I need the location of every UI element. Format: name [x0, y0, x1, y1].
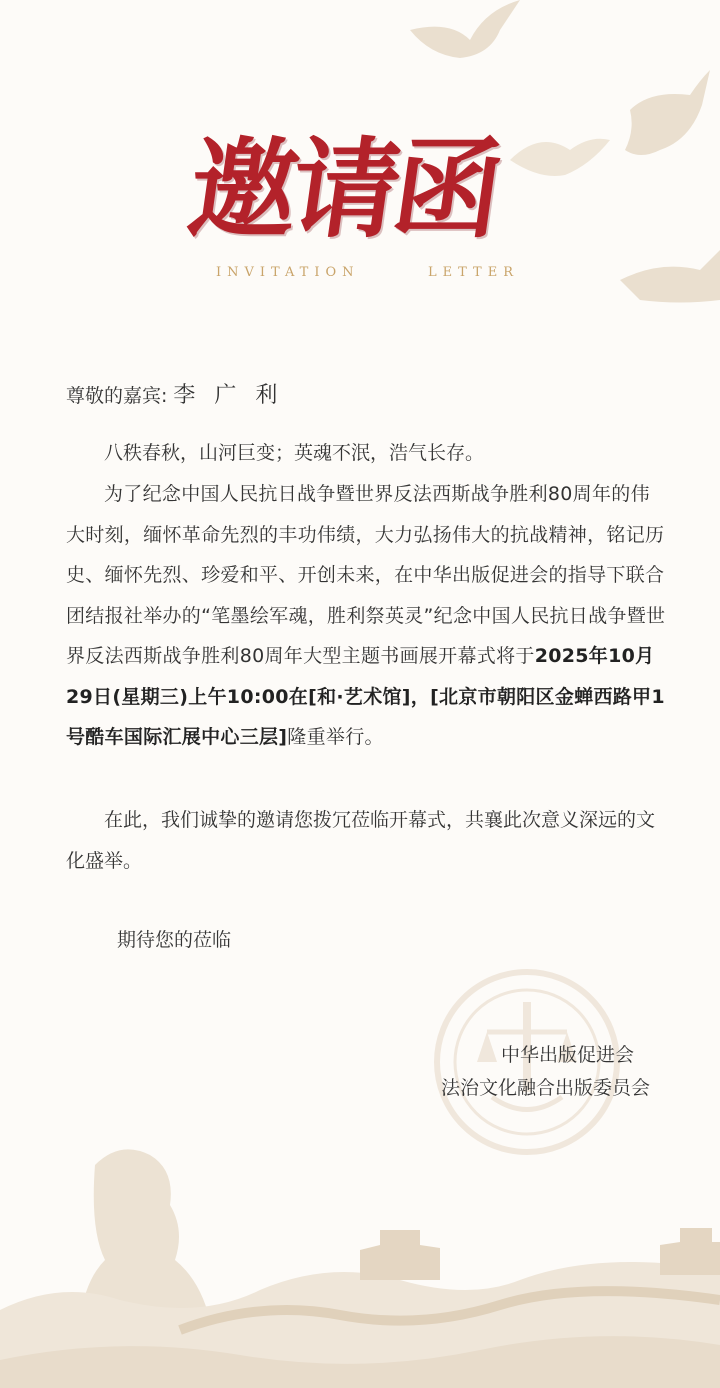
statue-icon	[80, 1149, 210, 1320]
great-wall-decoration	[0, 1130, 720, 1388]
title-english-right: LETTER	[428, 265, 519, 280]
paragraph-2-start: 为了纪念中国人民抗日战争暨世界反法西斯战争胜利80周年的伟大时刻，缅怀革命先烈的丰功伟绩，大力弘扬伟大的抗战精神，铭记历史、缅怀先烈、珍爱和平、开创未来，在中华出版促进会的指导下联合团结报社举办的“笔墨绘军魂，胜利祭英灵”纪念中国人民抗日战争暨世界反法西斯战争胜利80周年大型主题书画展开幕式将于	[66, 483, 666, 667]
title-english-left: INVITATION	[216, 265, 360, 280]
signature-line-1: 中华出版促进会	[500, 1044, 634, 1066]
guest-name: 李 广 利	[173, 383, 284, 408]
title-main: 邀请函	[181, 127, 505, 253]
paragraph-1: 八秩春秋，山河巨变；英魂不泯，浩气长存。	[104, 442, 485, 464]
event-time-venue: 2025年10月29日(星期三)上午10:00在[和·艺术馆]，[北京市朝阳区金蝉西路甲1号酷车国际汇展中心三层]	[66, 645, 665, 748]
salutation-prefix: 尊敬的嘉宾:	[66, 385, 168, 407]
dove-icon	[410, 0, 520, 58]
invitation-title	[181, 110, 530, 320]
salutation	[66, 378, 283, 409]
paragraph-2	[66, 474, 666, 758]
paragraph-3: 在此，我们诚挚的邀请您拨冗莅临开幕式，共襄此次意义深远的文化盛举。	[66, 809, 656, 872]
dove-icon	[620, 250, 720, 303]
dove-icon	[625, 70, 710, 155]
paragraph-2-end: 隆重举行。	[287, 726, 384, 748]
closing-line: 期待您的莅临	[117, 929, 232, 951]
signature-line-2: 法治文化融合出版委员会	[440, 1077, 650, 1099]
